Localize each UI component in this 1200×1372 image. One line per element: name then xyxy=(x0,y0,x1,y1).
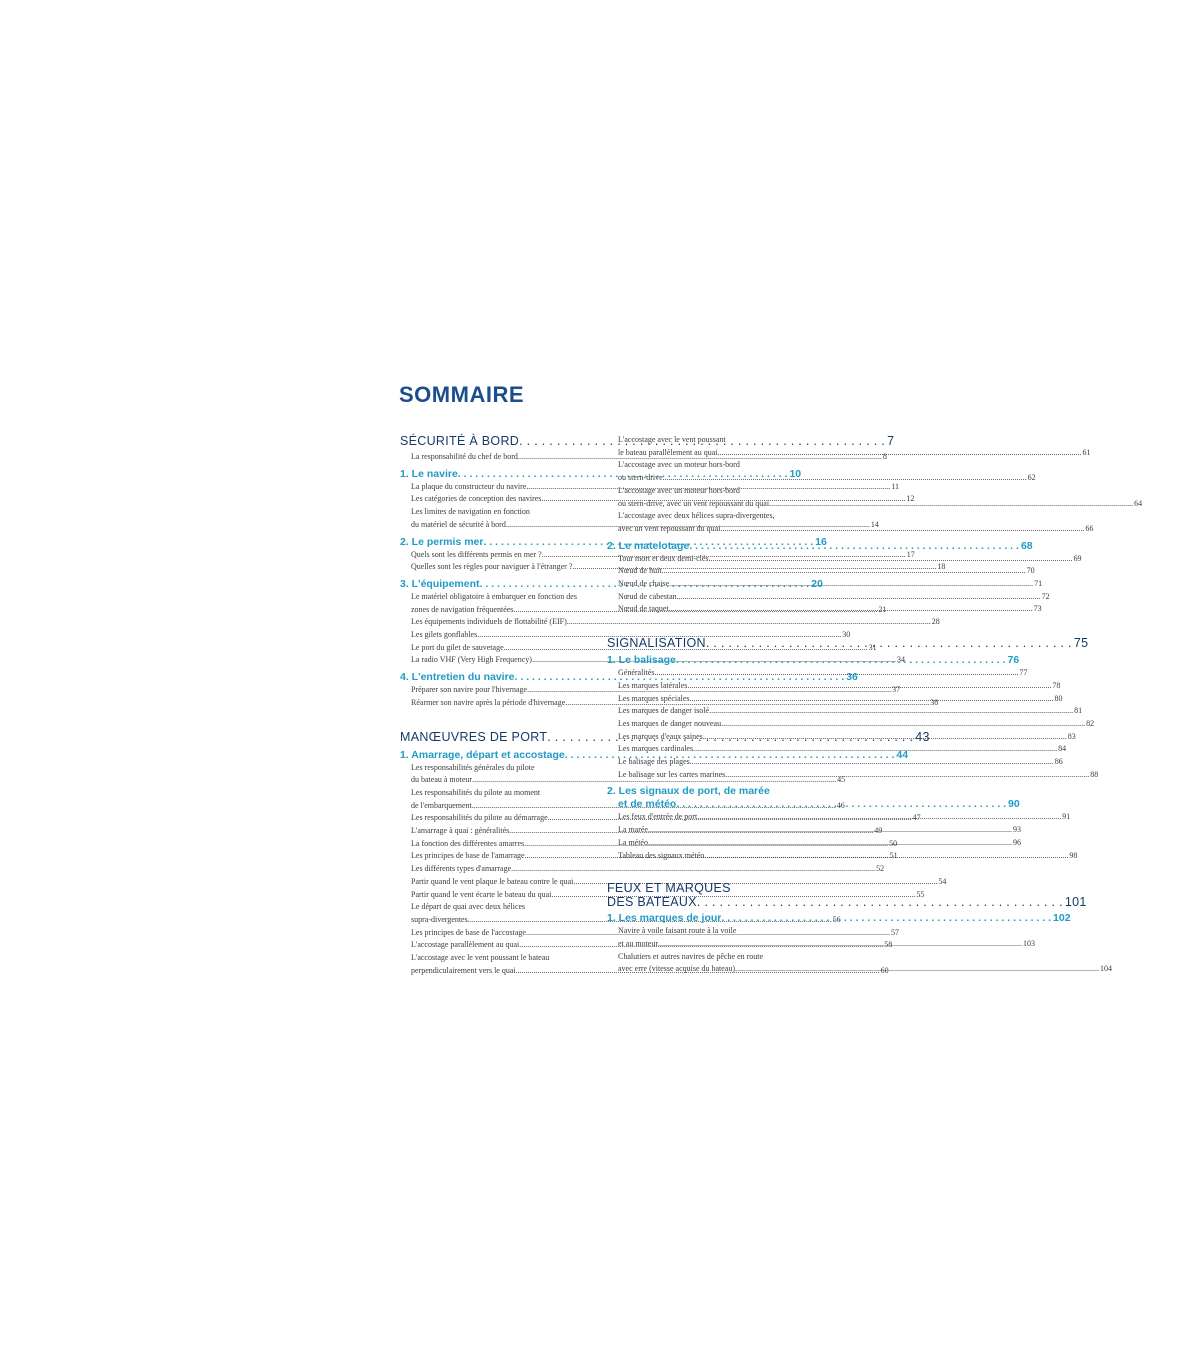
toc-entry: Les marques latérales ..... 78 xyxy=(607,680,800,693)
toc-entry: Les gilets gonflables ..... 30 xyxy=(400,629,593,642)
toc-chapter-permis: 2. Le permis mer . . . 16 xyxy=(400,536,593,549)
toc-part-signalisation: SIGNALISATION . . . 75 xyxy=(607,636,800,650)
toc-entry: La fonction des différentes amarres ..... 50 xyxy=(400,838,593,851)
toc-entry: du matériel de sécurité à bord ..... 14 xyxy=(400,519,593,532)
toc-chapter-entretien: 4. L'entretien du navire . . . 36 xyxy=(400,671,593,684)
toc-chapter-equipement: 3. L'équipement . . . 20 xyxy=(400,578,593,591)
toc-page-number: 7 xyxy=(887,434,895,448)
toc-entry: Nœud de chaise ..... 71 xyxy=(607,578,800,591)
toc-entry-line: L'accostage avec un moteur hors-bord xyxy=(618,485,740,495)
toc-entry: Les différents types d'amarrage ..... 52 xyxy=(400,863,593,876)
toc-chapter-amarrage: 1. Amarrage, départ et accostage . . . 44 xyxy=(400,749,593,762)
toc-chapter-marques-jour: 1. Les marques de jour . . . 102 xyxy=(607,912,800,925)
toc-entry-line: Le matériel obligatoire à embarquer en fonction des xyxy=(411,591,577,601)
toc-entry: le bateau parallèlement au quai ..... 61 xyxy=(607,447,800,460)
toc-entry-line: L'accostage avec le vent poussant xyxy=(618,435,726,444)
toc-entry: supra-divergentes ..... 56 xyxy=(400,914,593,927)
toc-entry: Les marques cardinales ..... 84 xyxy=(607,743,800,756)
toc-entry: Les catégories de conception des navires ..... 12 xyxy=(400,493,593,506)
toc-entry: Les marques d'eaux saines ..... 83 xyxy=(607,731,800,744)
toc-entry: La radio VHF (Very High Frequency) ..... 34 xyxy=(400,654,593,667)
toc-entry: Partir quand le vent écarte le bateau du quai ..... 55 xyxy=(400,889,593,902)
toc-chapter-signaux-line: 2. Les signaux de port, de marée xyxy=(607,785,770,798)
toc-chapter-signaux: et de météo . . . 90 xyxy=(607,798,800,811)
toc-chapter-balisage: 1. Le balisage . . . 76 xyxy=(607,654,800,667)
toc-entry: La plaque du constructeur du navire ..... 11 xyxy=(400,481,593,494)
toc-entry: La météo ..... 96 xyxy=(607,837,800,850)
toc-entry: avec erre (vitesse acquise du bateau) ..... 104 xyxy=(607,963,800,976)
toc-part-manoeuvres: MANŒUVRES DE PORT . . . 43 xyxy=(400,730,593,744)
toc-entry: La responsabilité du chef de bord ..... 8 xyxy=(400,451,593,464)
toc-entry: de l'embarquement ..... 46 xyxy=(400,800,593,813)
toc-entry: Tour mort et deux demi-clés ..... 69 xyxy=(607,553,800,566)
toc-entry: Les équipements individuels de flottabilité (EIF) ..... 28 xyxy=(400,616,593,629)
toc-entry: Quels sont les différents permis en mer ? ..... 17 xyxy=(400,549,593,562)
toc-entry: Généralités ..... 77 xyxy=(607,667,800,680)
toc-entry: Quelles sont les règles pour naviguer à l'étranger ? ..... 18 xyxy=(400,561,593,574)
toc-entry: Les marques spéciales ..... 80 xyxy=(607,693,800,706)
toc-entry: Préparer son navire pour l'hivernage ..... 37 xyxy=(400,684,593,697)
toc-entry-line: L'accostage avec deux hélices supra-divergentes, xyxy=(618,511,775,521)
toc-entry-line: Les responsabilités du pilote au moment xyxy=(411,787,541,797)
toc-entry: L'amarrage à quai : généralités ..... 49 xyxy=(400,825,593,838)
toc-entry: Le balisage sur les cartes marines ..... 88 xyxy=(607,769,800,782)
toc-part-feux: DES BATEAUX . . . 101 xyxy=(607,895,800,909)
toc-entry: Nœud de cabestan ..... 72 xyxy=(607,591,800,604)
toc-entry: Nœud de huit ..... 70 xyxy=(607,565,800,578)
page-title: SOMMAIRE xyxy=(399,382,524,407)
toc-entry-line: L'accostage avec le vent poussant le bateau xyxy=(411,953,550,963)
toc-entry-line: Les limites de navigation en fonction xyxy=(411,507,530,517)
toc-part-feux-line: FEUX ET MARQUES xyxy=(607,881,731,896)
toc-entry: zones de navigation fréquentées ..... 21 xyxy=(400,604,593,617)
toc-entry: Nœud de taquet ..... 73 xyxy=(607,603,800,616)
toc-entry: du bateau à moteur ..... 45 xyxy=(400,774,593,787)
toc-entry: ou stern-drive ..... 62 xyxy=(607,472,800,485)
toc-entry: avec un vent repoussant du quai ..... 66 xyxy=(607,523,800,536)
toc-entry: Les feux d'entrée de port ..... 91 xyxy=(607,811,800,824)
toc-entry: L'accostage parallèlement au quai ..... 58 xyxy=(400,939,593,952)
toc-entry-line: Chalutiers et autres navires de pêche en route xyxy=(618,951,764,961)
toc-part-label: SÉCURITÉ À BORD xyxy=(400,434,520,448)
toc-entry-line: Le départ de quai avec deux hélices xyxy=(411,902,526,912)
toc-entry: perpendiculairement vers le quai ..... 60 xyxy=(400,965,593,978)
toc-chapter-matelotage: 2. Le matelotage . . . 68 xyxy=(607,540,800,553)
toc-entry: Le balisage des plages ..... 86 xyxy=(607,756,800,769)
toc-entry: Partir quand le vent plaque le bateau contre le quai ..... 54 xyxy=(400,876,593,889)
toc-chapter-navire: 1. Le navire . . . 10 xyxy=(400,468,593,481)
toc-entry: Réarmer son navire après la période d'hivernage ..... 38 xyxy=(400,697,593,710)
toc-entry-line: Les responsabilités générales du pilote xyxy=(411,762,535,772)
toc-entry: La marée ..... 93 xyxy=(607,824,800,837)
toc-entry: Tableau des signaux météo ..... 98 xyxy=(607,850,800,863)
toc-entry: et au moteur ..... 103 xyxy=(607,938,800,951)
toc-entry: Les responsabilités du pilote au démarrage ..... 47 xyxy=(400,812,593,825)
toc-entry: Les principes de base de l'accostage ..... 57 xyxy=(400,927,593,940)
toc-entry-line: L'accostage avec un moteur hors-bord xyxy=(618,460,740,470)
toc-entry: Les principes de base de l'amarrage ..... 51 xyxy=(400,850,593,863)
toc-entry: ou stern-drive, avec un vent repoussant du quai ..... 64 xyxy=(607,498,800,511)
toc-entry: Les marques de danger isolé ..... 81 xyxy=(607,705,800,718)
toc-entry: Les marques de danger nouveau ..... 82 xyxy=(607,718,800,731)
toc-entry-line: Navire à voile faisant route à la voile xyxy=(618,926,737,936)
toc-entry: Le port du gilet de sauvetage ..... 31 xyxy=(400,642,593,655)
